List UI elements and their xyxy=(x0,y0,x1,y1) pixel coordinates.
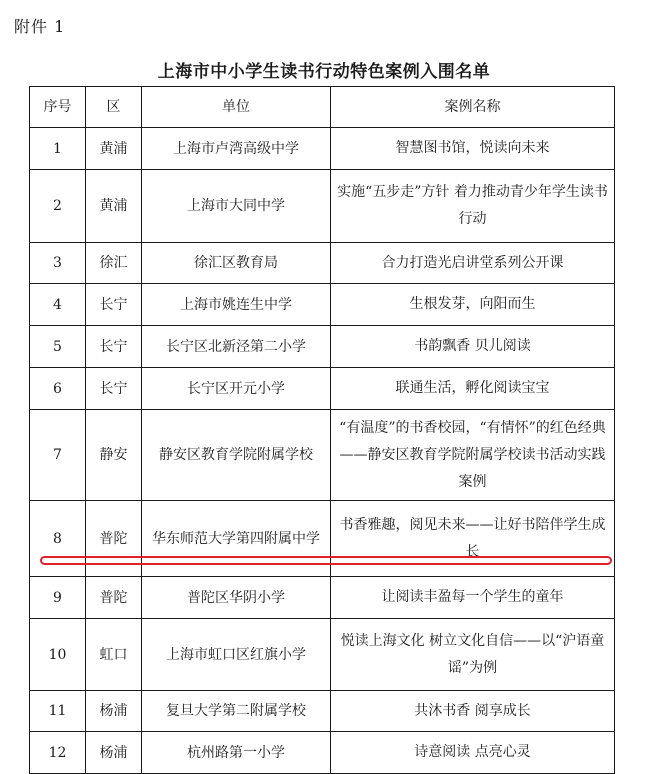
header-no: 序号 xyxy=(30,87,86,128)
cell-case: 智慧图书馆，悦读向未来 xyxy=(331,128,615,170)
cell-district: 黄浦 xyxy=(86,128,142,170)
cell-unit: 静安区教育学院附属学校 xyxy=(142,410,331,501)
table-row xyxy=(30,326,615,368)
cell-no: 10 xyxy=(30,619,86,691)
cell-case: “有温度”的书香校园，“有情怀”的红色经典——静安区教育学院附属学校读书活动实践案例 xyxy=(331,410,615,501)
table-row xyxy=(30,619,615,691)
cell-no: 5 xyxy=(30,326,86,368)
cell-unit: 复旦大学第二附属学校 xyxy=(142,691,331,732)
cell-case: 实施“五步走”方针 着力推动青少年学生读书行动 xyxy=(331,170,615,243)
cell-no: 2 xyxy=(30,170,86,243)
table-row xyxy=(30,368,615,410)
cell-district: 静安 xyxy=(86,410,142,501)
table-row xyxy=(30,501,615,577)
cell-district: 杨浦 xyxy=(86,732,142,774)
highlight-underline xyxy=(40,556,612,565)
cell-unit: 徐汇区教育局 xyxy=(142,243,331,284)
cell-district: 黄浦 xyxy=(86,170,142,243)
table-header-row xyxy=(30,87,615,128)
cell-district: 长宁 xyxy=(86,326,142,368)
table-row xyxy=(30,577,615,619)
cell-district: 普陀 xyxy=(86,577,142,619)
table-row xyxy=(30,691,615,732)
cell-district: 虹口 xyxy=(86,619,142,691)
cell-district: 普陀 xyxy=(86,501,142,577)
cell-unit: 上海市虹口区红旗小学 xyxy=(142,619,331,691)
cell-case: 悦读上海文化 树立文化自信——以“沪语童谣”为例 xyxy=(331,619,615,691)
cell-unit: 上海市姚连生中学 xyxy=(142,284,331,326)
table-row xyxy=(30,732,615,774)
cell-no: 9 xyxy=(30,577,86,619)
cell-no: 3 xyxy=(30,243,86,284)
cell-unit: 华东师范大学第四附属中学 xyxy=(142,501,331,577)
cell-no: 11 xyxy=(30,691,86,732)
cell-case: 书韵飘香 贝儿阅读 xyxy=(331,326,615,368)
header-case: 案例名称 xyxy=(331,87,615,128)
cell-case: 让阅读丰盈每一个学生的童年 xyxy=(331,577,615,619)
cell-no: 6 xyxy=(30,368,86,410)
shortlist-table xyxy=(29,86,615,774)
cell-case: 合力打造光启讲堂系列公开课 xyxy=(331,243,615,284)
table-row xyxy=(30,170,615,243)
cell-unit: 上海市大同中学 xyxy=(142,170,331,243)
cell-no: 12 xyxy=(30,732,86,774)
cell-unit: 长宁区北新泾第二小学 xyxy=(142,326,331,368)
cell-unit: 上海市卢湾高级中学 xyxy=(142,128,331,170)
cell-no: 4 xyxy=(30,284,86,326)
cell-unit: 长宁区开元小学 xyxy=(142,368,331,410)
cell-unit: 普陀区华阴小学 xyxy=(142,577,331,619)
cell-no: 1 xyxy=(30,128,86,170)
cell-case: 生根发芽，向阳而生 xyxy=(331,284,615,326)
header-district: 区 xyxy=(86,87,142,128)
table-row xyxy=(30,128,615,170)
document-title: 上海市中小学生读书行动特色案例入围名单 xyxy=(157,62,491,82)
cell-case: 共沐书香 阅享成长 xyxy=(331,691,615,732)
header-unit: 单位 xyxy=(142,87,331,128)
attachment-label: 附件 1 xyxy=(14,17,66,36)
cell-district: 杨浦 xyxy=(86,691,142,732)
table-row xyxy=(30,284,615,326)
cell-no: 8 xyxy=(30,501,86,577)
table-row xyxy=(30,243,615,284)
table-row xyxy=(30,410,615,501)
cell-no: 7 xyxy=(30,410,86,501)
cell-district: 长宁 xyxy=(86,284,142,326)
cell-case: 联通生活，孵化阅读宝宝 xyxy=(331,368,615,410)
cell-district: 徐汇 xyxy=(86,243,142,284)
cell-district: 长宁 xyxy=(86,368,142,410)
cell-unit: 杭州路第一小学 xyxy=(142,732,331,774)
cell-case: 书香雅趣，阅见未来——让好书陪伴学生成长 xyxy=(331,501,615,577)
cell-case: 诗意阅读 点亮心灵 xyxy=(331,732,615,774)
